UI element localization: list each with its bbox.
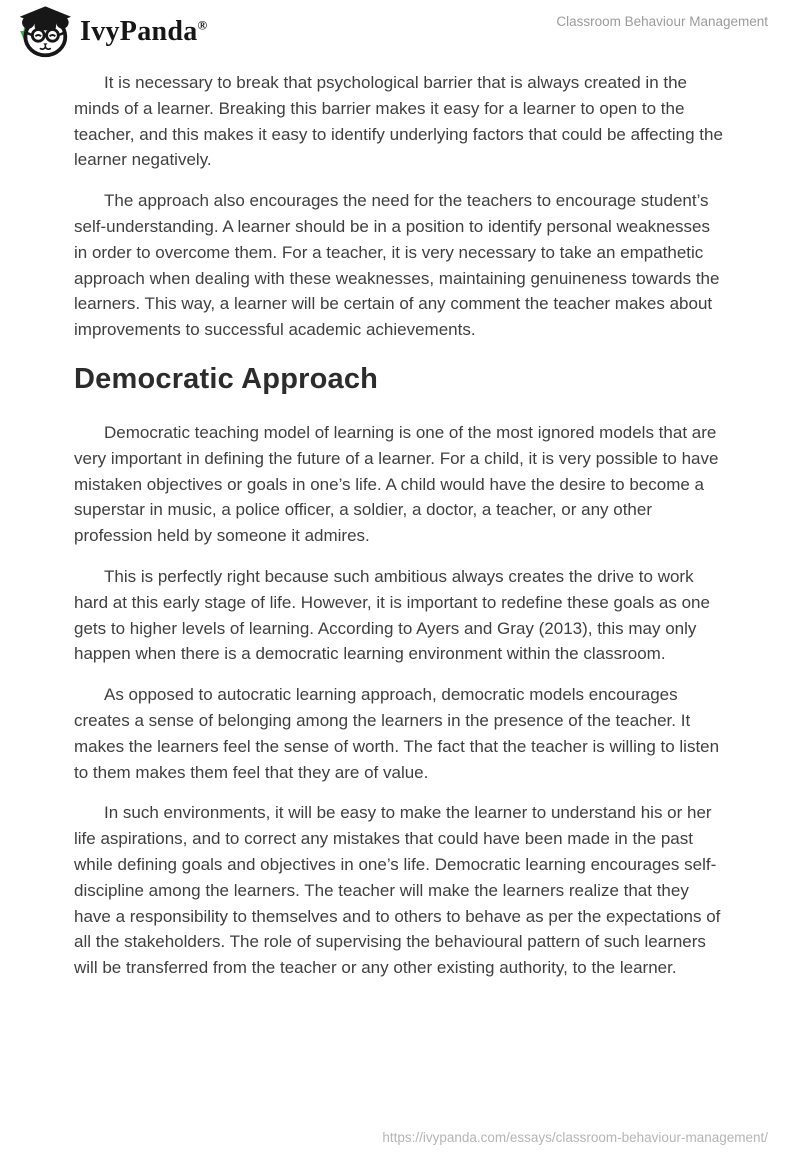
section-heading: Democratic Approach (74, 362, 379, 395)
page-header (0, 0, 800, 64)
paragraph: The approach also encourages the need for the teachers to encourage student’s self-understanding. A learner should be in a position to identify personal weaknesses in order to overcome them. For a teacher, it is very necessary to take an empathetic approach when dealing with these weaknesses, maintaining genuineness towards the learners. This way, a learner will be certain of any comment the teacher makes about improvements to successful academic achievements. (74, 191, 720, 340)
brand-text: IvyPanda (80, 16, 198, 47)
registered-trademark: ® (197, 17, 208, 33)
brand-name (80, 18, 208, 46)
paragraph: It is necessary to break that psychological barrier that is always created in the minds of a learner. Breaking this barrier makes it easy for a learner to open to the teacher, and this makes it easy to identify underlying factors that could be affecting the learner negatively. (74, 73, 723, 170)
brand-logo (14, 6, 208, 58)
document-title: Classroom Behaviour Management (556, 14, 768, 29)
paragraph: In such environments, it will be easy to make the learner to understand his or her life aspirations, and to correct any mistakes that could have been made in the past while defining goals and objectives in one’s life. Democratic learning encourages self-discipline among the learners. The teacher will make the learners realize that they have a responsibility to themselves and to others to behave as per the expectations of all the stakeholders. The role of supervising the behavioural pattern of such learners will be transferred from the teacher or any other existing authority, to the learner. (74, 803, 721, 978)
essay-body (74, 70, 726, 996)
paragraph: Democratic teaching model of learning is one of the most ignored models that are very important in defining the future of a learner. For a child, it is very possible to have mistaken objectives or goals in one’s life. A child would have the desire to become a superstar in music, a police officer, a soldier, a doctor, a teacher, or any other profession held by someone it admires. (74, 422, 719, 546)
paragraph: This is perfectly right because such ambitious always creates the drive to work hard at this early stage of life. However, it is important to redefine these goals as one gets to higher levels of learning. According to Ayers and Gray (2013), this may only happen when there is a democratic learning environment within the classroom. (74, 566, 710, 664)
panda-graduate-icon (14, 6, 71, 58)
paragraph: As opposed to autocratic learning approach, democratic models encourages creates a sense of belonging among the learners in the presence of the teacher. It makes the learners feel the sense of worth. The fact that the teacher is willing to listen to them makes them feel that they are of value. (74, 685, 720, 782)
source-url: https://ivypanda.com/essays/classroom-behaviour-management/ (382, 1130, 768, 1145)
